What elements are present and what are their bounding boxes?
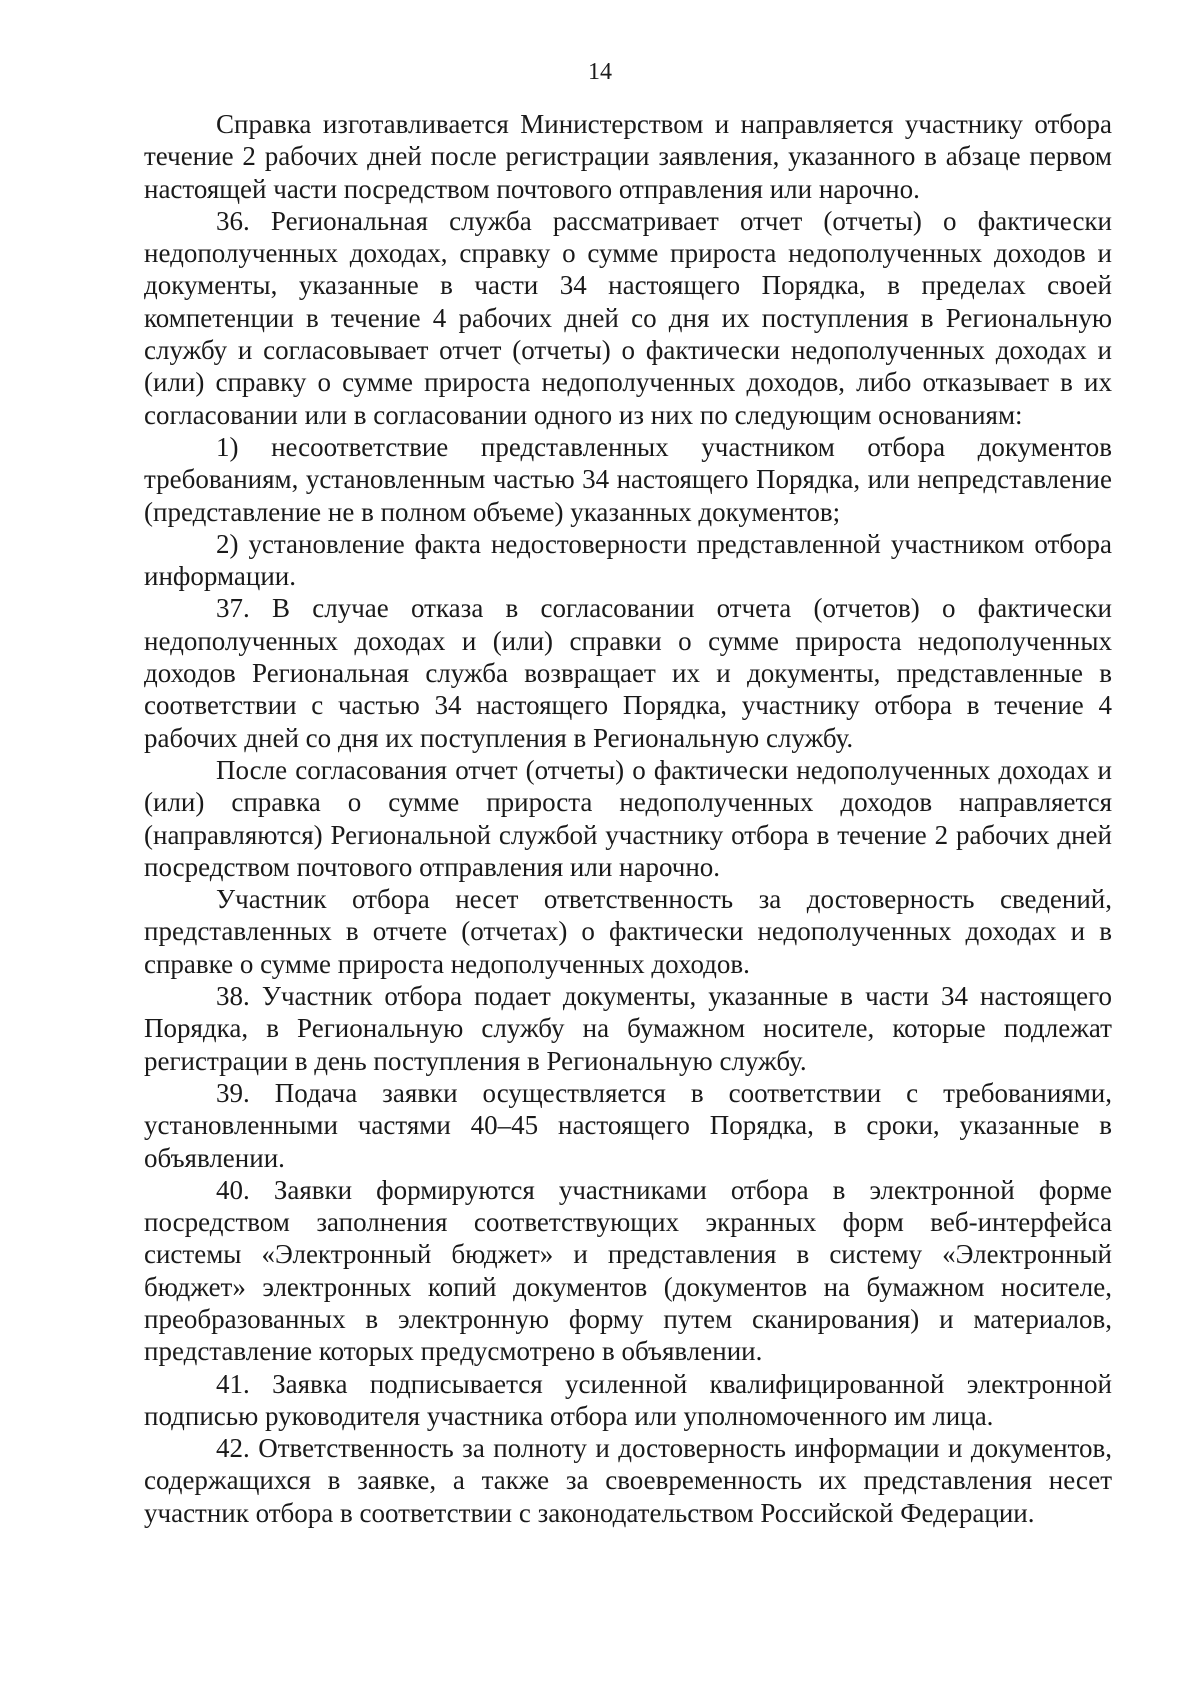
document-body xyxy=(144,108,1112,1529)
paragraph-37: 37. В случае отказа в согласовании отчета (отчетов) о фактически недополученных доходах и (или) справки о сумме прироста недополученных доходов Региональная служба возвращает их и документы, представленные в соответствии с частью 34 настоящего Порядка, участнику отбора в течение 4 рабочих дней со дня их поступления в Региональную службу. xyxy=(144,593,1112,753)
paragraph-39: 39. Подача заявки осуществляется в соответствии с требованиями, установленными частями 40–45 настоящего Порядка, в сроки, указанные в объявлении. xyxy=(144,1077,1112,1173)
paragraph-42: 42. Ответственность за полноту и достоверность информации и документов, содержащихся в заявке, а также за своевременность их представления несет участник отбора в соответствии с законодательством Российской Федерации. xyxy=(144,1433,1112,1528)
paragraph-36-item-2: 2) установление факта недостоверности представленной участником отбора информации. xyxy=(144,528,1112,592)
paragraph-37-responsibility: Участник отбора несет ответственность за достоверность сведений, представленных в отчете (отчетах) о фактически недополученных доходах и в справке о сумме прироста недополученных доходов. xyxy=(144,884,1112,979)
page-number: 14 xyxy=(588,59,612,85)
paragraph-41: 41. Заявка подписывается усиленной квалифицированной электронной подписью руководителя участника отбора или уполномоченного им лица. xyxy=(144,1368,1112,1431)
paragraph-36-item-1: 1) несоответствие представленных участником отбора документов требованиям, установленным частью 34 настоящего Порядка, или непредставление (представление не в полном объеме) указанных документов; xyxy=(144,431,1112,527)
paragraph-36: 36. Региональная служба рассматривает отчет (отчеты) о фактически недополученных доходах, справку о сумме прироста недополученных доходов и документы, указанные в части 34 настоящего Порядка, в пределах своей компетенции в течение 4 рабочих дней со дня их поступления в Региональную службу и согласовывает отчет (отчеты) о фактически недополученных доходах и (или) справку о сумме прироста недополученных доходов, либо отказывает в их согласовании или в согласовании одного из них по следующим основаниям: xyxy=(144,205,1112,430)
paragraph-37-approval: После согласования отчет (отчеты) о фактически недополученных доходах и (или) справка о сумме прироста недополученных доходов направляется (направляются) Региональной службой участнику отбора в течение 2 рабочих дней посредством почтового отправления или нарочно. xyxy=(144,754,1112,882)
paragraph-certificate-intro: Справка изготавливается Министерством и направляется участнику отбора течение 2 рабочих дней после регистрации заявления, указанного в абзаце первом настоящей части посредством почтового отправления или нарочно. xyxy=(144,109,1112,204)
paragraph-38: 38. Участник отбора подает документы, указанные в части 34 настоящего Порядка, в Региональную службу на бумажном носителе, которые подлежат регистрации в день поступления в Региональную службу. xyxy=(144,981,1112,1076)
paragraph-40: 40. Заявки формируются участниками отбора в электронной форме посредством заполнения соответствующих экранных форм веб-интерфейса системы «Электронный бюджет» и представления в систему «Электронный бюджет» электронных копий документов (документов на бумажном носителе, преобразованных в электронную форму путем сканирования) и материалов, представление которых предусмотрено в объявлении. xyxy=(144,1174,1112,1367)
